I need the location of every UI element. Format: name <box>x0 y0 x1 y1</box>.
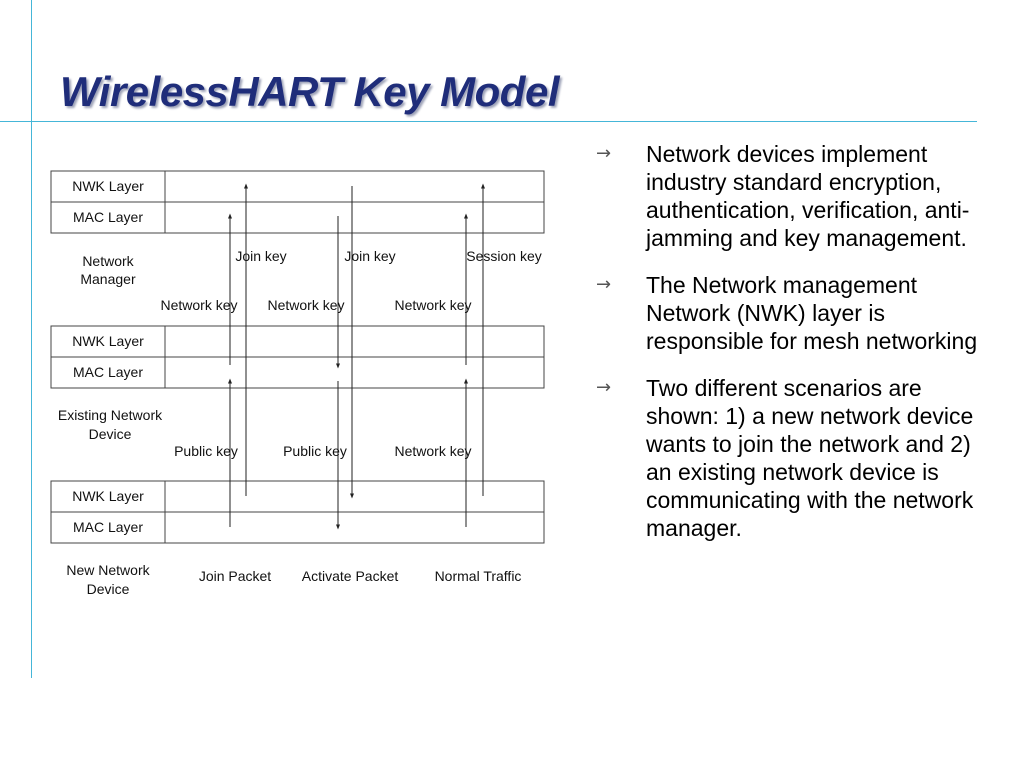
network-key-label-2: Network key <box>267 297 345 313</box>
existing-device-label-line2: Device <box>88 426 132 442</box>
bullet-item <box>590 271 980 355</box>
new-mac-layer-label: MAC Layer <box>72 519 144 535</box>
public-key-label-2: Public key <box>283 443 347 459</box>
bullet-list <box>590 140 980 561</box>
network-key-label-3: Network key <box>394 297 472 313</box>
network-key-label-lower: Network key <box>394 443 472 459</box>
new-device-label-line2: Device <box>86 581 130 597</box>
session-key-label: Session key <box>466 248 542 264</box>
existing-nwk-layer-label: NWK Layer <box>72 333 144 349</box>
manager-mac-layer-label: MAC Layer <box>72 209 144 225</box>
network-key-label-1: Network key <box>160 297 238 313</box>
new-device-stack <box>51 481 544 543</box>
right-arrow-icon: → <box>596 274 612 295</box>
horizontal-guide-line <box>0 121 977 122</box>
vertical-guide-line <box>31 0 32 678</box>
bullet-text: Two different scenarios are shown: 1) a new network device wants to join the network and 2) an existing network device is communicating with the network manager. <box>646 375 974 541</box>
existing-device-stack <box>51 326 544 388</box>
bullet-text: The Network management Network (NWK) layer is responsible for mesh networking <box>646 272 978 354</box>
right-arrow-icon: → <box>596 143 612 164</box>
right-arrow-icon: → <box>596 377 612 398</box>
bullet-item <box>590 374 980 542</box>
key-model-diagram <box>40 150 560 620</box>
existing-mac-layer-label: MAC Layer <box>72 364 144 380</box>
join-key-label-1: Join key <box>235 248 287 264</box>
new-device-label-line1: New Network <box>66 562 150 578</box>
new-nwk-layer-label: NWK Layer <box>72 488 144 504</box>
join-packet-label: Join Packet <box>198 568 272 584</box>
bullet-item <box>590 140 980 252</box>
normal-traffic-label: Normal Traffic <box>434 568 522 584</box>
network-manager-label-line2: Manager <box>80 271 136 287</box>
network-manager-stack <box>51 171 544 233</box>
join-key-label-2: Join key <box>344 248 396 264</box>
network-manager-label-line1: Network <box>82 253 134 269</box>
activate-packet-label: Activate Packet <box>301 568 399 584</box>
public-key-label-1: Public key <box>174 443 238 459</box>
slide-title: WirelessHART Key Model <box>60 68 559 115</box>
manager-nwk-layer-label: NWK Layer <box>72 178 144 194</box>
bullet-text: Network devices implement industry standard encryption, authentication, verification, anti-jamming and key management. <box>646 141 970 251</box>
existing-device-label-line1: Existing Network <box>57 407 163 423</box>
